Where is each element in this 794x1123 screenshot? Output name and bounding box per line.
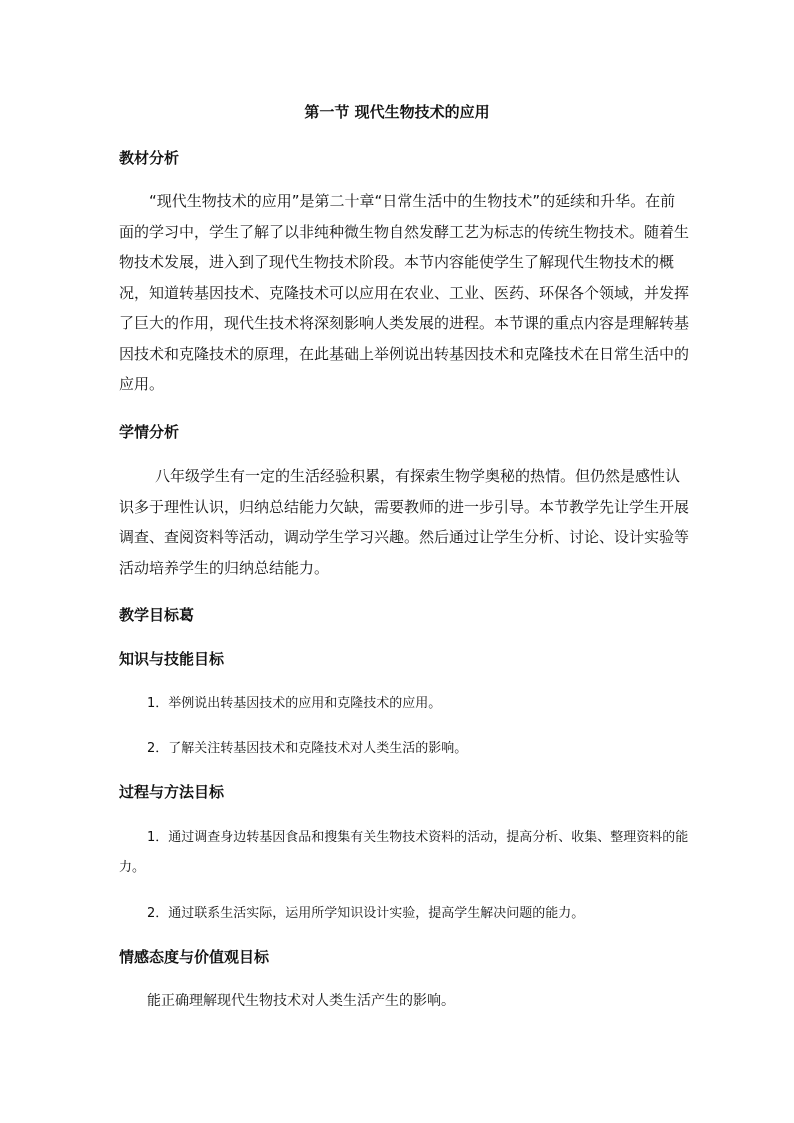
paragraph-material-analysis: “现代生物技术的应用”是第二十章“日常生活中的生物技术”的延续和升华。在前面的学习中，学生了解了以非纯种微生物自然发酵工艺为标志的传统生物技术。随着生物技术发展，进入到了现代生物技术阶段。本节内容能使学生了解现代生物技术的概况，知道转基因技术、克隆技术可以应用在农业、工业、医药、环保各个领域，并发挥了巨大的作用，现代生技术将深刻影响人类发展的进程。本节课的重点内容是理解转基因技术和克隆技术的原理，在此基础上举例说出转基因技术和克隆技术在日常生活中的应用。 (119, 192, 690, 393)
heading-process-goals: 过程与方法目标 (119, 783, 225, 801)
heading-student-analysis: 学情分析 (119, 423, 180, 441)
list-item: 1．举例说出转基因技术的应用和克隆技术的应用。 (147, 696, 442, 711)
heading-material-analysis: 教材分析 (119, 149, 180, 167)
paragraph-student-analysis: 八年级学生有一定的生活经验积累，有探索生物学奥秘的热情。但仍然是感性认识多于理性认识，归纳总结能力欠缺，需要教师的进一步引导。本节教学先让学生开展调查、查阅资料等活动，调动学生学习兴趣。然后通过让学生分析、讨论、设计实验等活动培养学生的归纳总结能力。 (119, 467, 690, 577)
heading-emotion-goals: 情感态度与价值观目标 (119, 948, 270, 966)
heading-knowledge-goals: 知识与技能目标 (119, 650, 225, 668)
page-title: 第一节 现代生物技术的应用 (304, 103, 490, 121)
list-item: 1．通过调查身边转基因食品和搜集有关生物技术资料的活动，提高分析、收集、整理资料的能力。 (119, 830, 689, 875)
list-item: 2．了解关注转基因技术和克隆技术对人类生活的影响。 (147, 741, 468, 756)
paragraph-emotion-goals: 能正确理解现代生物技术对人类生活产生的影响。 (147, 993, 455, 1009)
heading-teaching-goals: 教学目标葛 (119, 606, 195, 624)
list-item: 2．通过联系生活实际，运用所学知识设计实验，提高学生解决问题的能力。 (147, 906, 585, 921)
